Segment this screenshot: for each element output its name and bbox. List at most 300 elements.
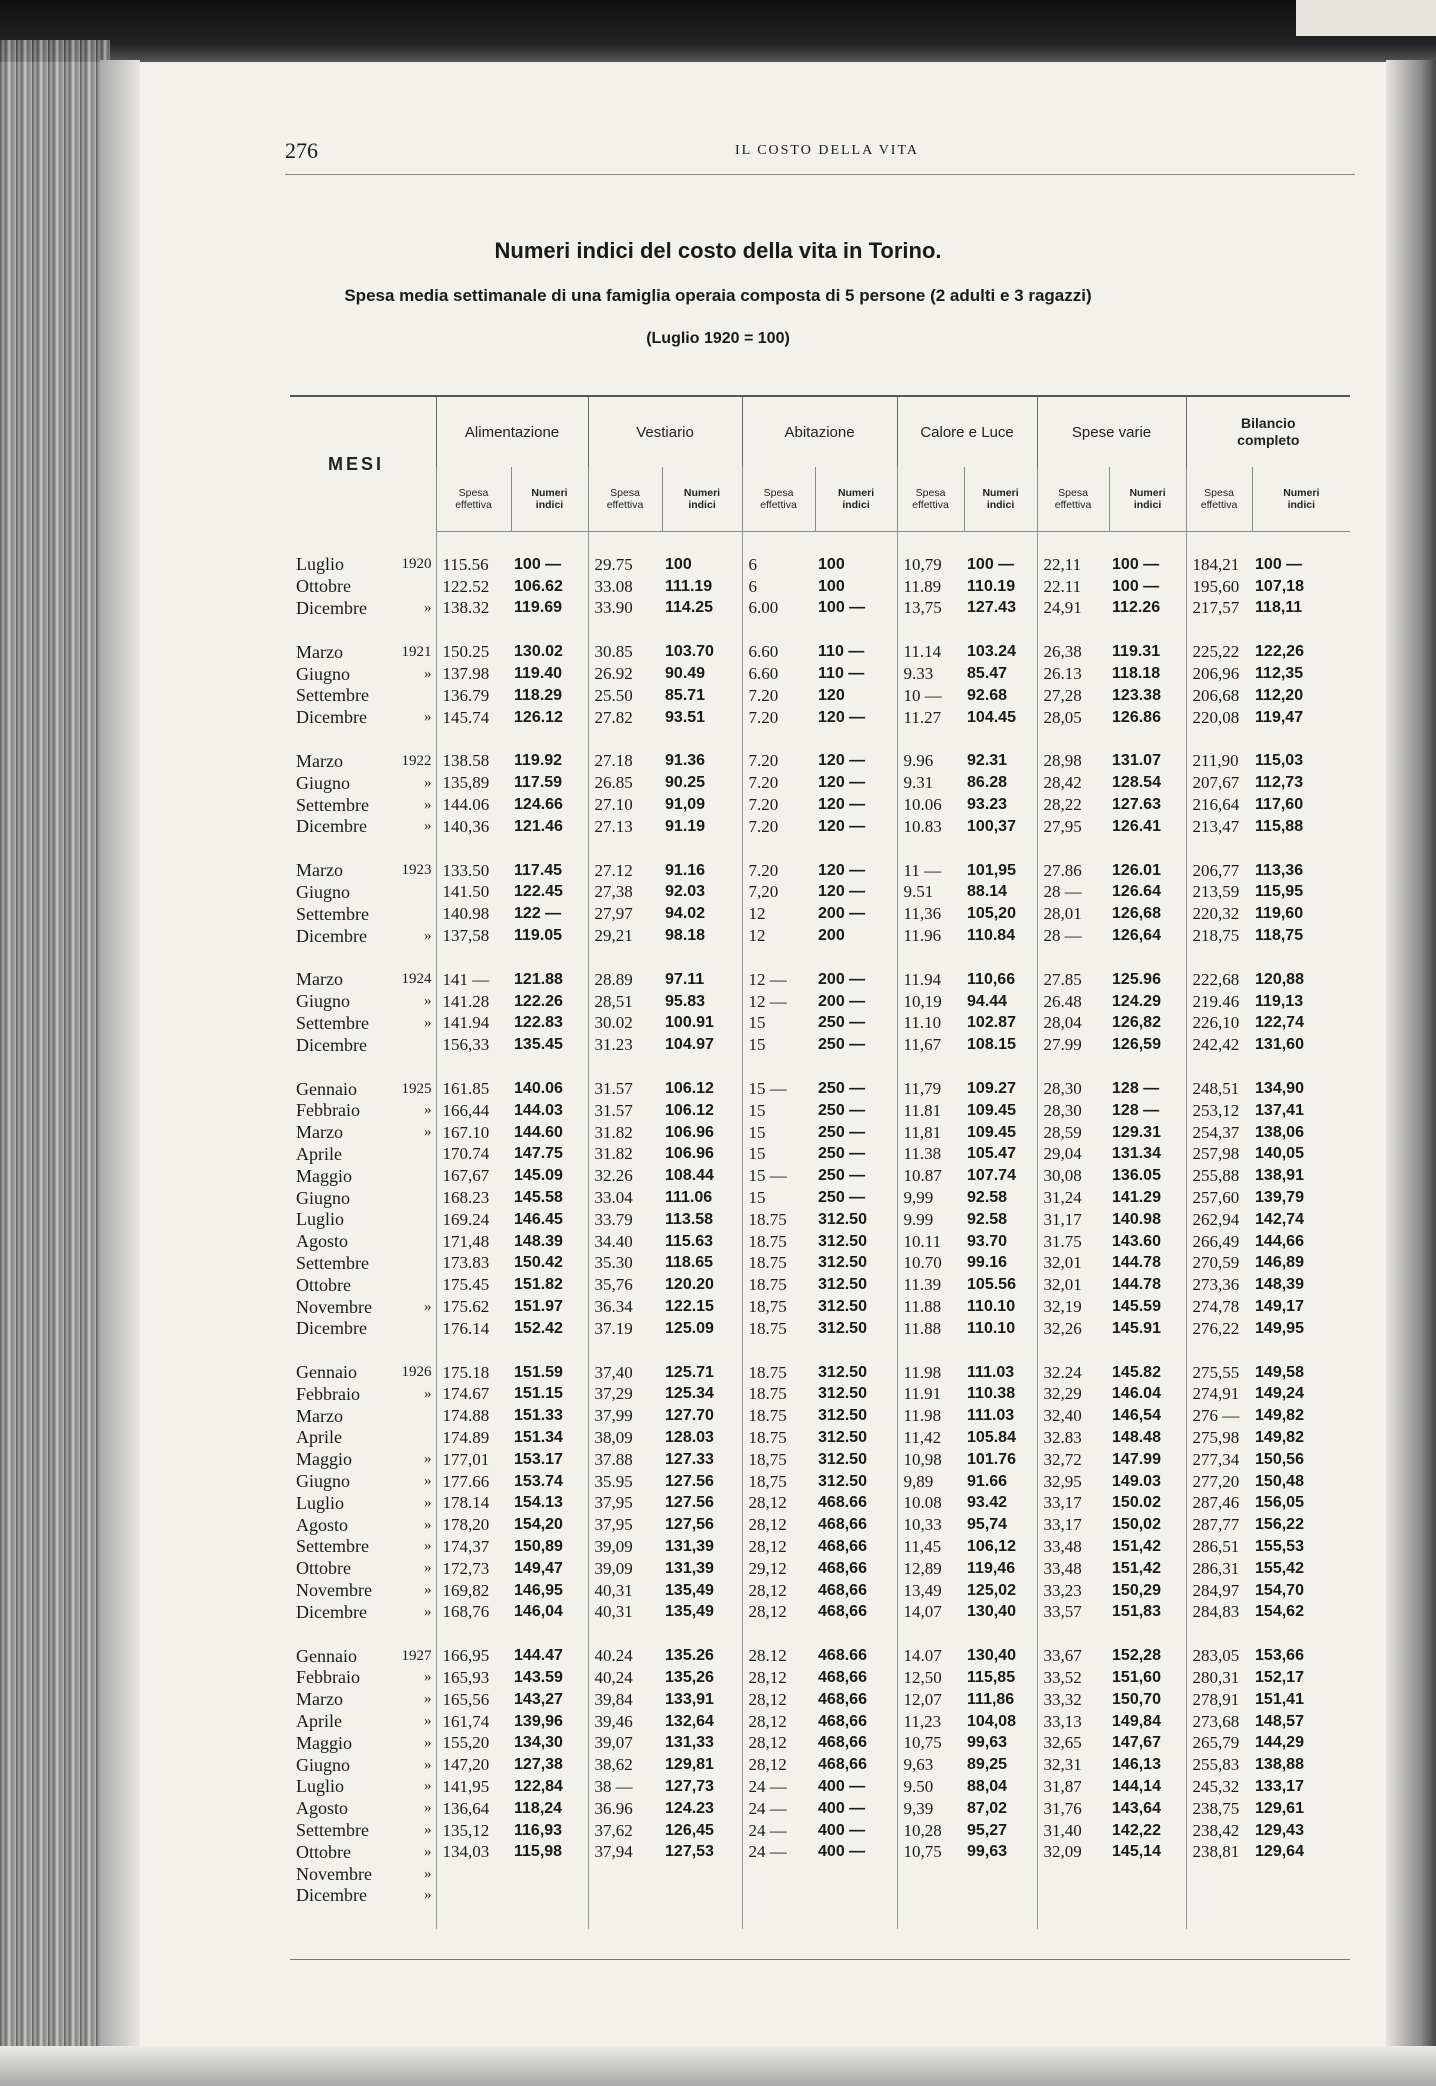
- spesa-cell: 166,44: [436, 1100, 511, 1122]
- spesa-cell: [1037, 1863, 1109, 1885]
- indice-cell: 102.87: [967, 1014, 1016, 1032]
- month-cell: Marzo: [296, 641, 343, 662]
- indice-cell: [511, 1863, 588, 1885]
- indice-cell: 93.51: [665, 708, 706, 726]
- spesa-cell: 22.11: [1037, 576, 1109, 598]
- spacer-row: [290, 1340, 1350, 1362]
- indice-cell: 135,49: [665, 1581, 714, 1599]
- spesa-cell: 11.98: [897, 1362, 964, 1384]
- month-cell: Dicembre: [296, 1601, 367, 1622]
- year-cell: »: [424, 599, 432, 616]
- table-row: [290, 1798, 1350, 1820]
- indice-cell: 119.31: [1112, 643, 1161, 661]
- indice-cell: 140,05: [1255, 1145, 1304, 1163]
- indice-cell: 143.60: [1112, 1232, 1161, 1250]
- spesa-cell: 161,74: [436, 1711, 511, 1733]
- spesa-cell: 40,31: [588, 1601, 662, 1623]
- indice-cell: 103.70: [665, 643, 714, 661]
- spesa-cell: 174.88: [436, 1405, 511, 1427]
- month-cell: Dicembre: [296, 1318, 367, 1339]
- table-row: [290, 1449, 1350, 1471]
- spesa-cell: 18.75: [742, 1318, 815, 1340]
- spesa-cell: [436, 1885, 511, 1907]
- indice-cell: 146.04: [1112, 1385, 1161, 1403]
- indice-cell: 151.82: [514, 1276, 563, 1294]
- spesa-cell: 150.25: [436, 641, 511, 663]
- group-spese-varie: Spese varie: [1037, 396, 1186, 467]
- spesa-cell: 165,93: [436, 1667, 511, 1689]
- indice-cell: 250 —: [818, 1167, 866, 1185]
- indice-cell: 100: [665, 555, 692, 573]
- bilancio-line2: completo: [1237, 432, 1300, 448]
- month-cell: Ottobre: [296, 1558, 351, 1579]
- spesa-cell: 176.14: [436, 1318, 511, 1340]
- spesa-cell: 141,95: [436, 1776, 511, 1798]
- spesa-cell: 38,09: [588, 1427, 662, 1449]
- spesa-cell: 10.70: [897, 1253, 964, 1275]
- year-cell: 1925: [401, 1080, 432, 1097]
- indice-cell: 150,29: [1112, 1581, 1161, 1599]
- indice-cell: 124.29: [1112, 992, 1161, 1010]
- indice-cell: 468,66: [818, 1690, 867, 1708]
- year-cell: [390, 1187, 436, 1209]
- spesa-cell: 7.20: [742, 794, 815, 816]
- spesa-cell: 155,20: [436, 1732, 511, 1754]
- spesa-cell: 39,84: [588, 1689, 662, 1711]
- year-cell: »: [424, 665, 432, 682]
- indice-cell: 149,82: [1255, 1407, 1304, 1425]
- indice-cell: 113,36: [1255, 861, 1304, 879]
- group-header-row: [290, 396, 1350, 467]
- indice-cell: 144.47: [514, 1647, 563, 1665]
- year-cell: »: [424, 1669, 432, 1686]
- indice-cell: 200 —: [818, 970, 866, 988]
- spesa-cell: 24 —: [742, 1841, 815, 1863]
- indice-cell: 468.66: [818, 1494, 867, 1512]
- indice-cell: 127.56: [665, 1472, 714, 1490]
- indice-cell: [662, 1885, 742, 1907]
- group-calore-luce: Calore e Luce: [897, 396, 1037, 467]
- spesa-cell: 156,33: [436, 1034, 511, 1056]
- month-cell: Dicembre: [296, 1885, 367, 1906]
- indice-cell: 125.96: [1112, 970, 1161, 988]
- spesa-cell: 177,01: [436, 1449, 511, 1471]
- indice-cell: 400 —: [818, 1821, 866, 1839]
- spesa-cell: 9.33: [897, 663, 964, 685]
- indice-cell: 150.42: [514, 1254, 563, 1272]
- spesa-cell: 9,89: [897, 1471, 964, 1493]
- spesa-cell: 207,67: [1186, 772, 1252, 794]
- spesa-cell: 238,42: [1186, 1820, 1252, 1842]
- spesa-cell: 255,88: [1186, 1165, 1252, 1187]
- indice-cell: 90.49: [665, 665, 706, 683]
- spesa-cell: 141.28: [436, 991, 511, 1013]
- spesa-cell: 27,28: [1037, 685, 1109, 707]
- indice-cell: 109.27: [967, 1080, 1016, 1098]
- spesa-cell: 167.10: [436, 1122, 511, 1144]
- spesa-cell: 31.82: [588, 1144, 662, 1166]
- indice-cell: 137,41: [1255, 1101, 1304, 1119]
- month-cell: Ottobre: [296, 576, 351, 597]
- indice-cell: 110,66: [967, 970, 1016, 988]
- spesa-cell: 22,11: [1037, 554, 1109, 576]
- spesa-cell: 37,94: [588, 1841, 662, 1863]
- indice-cell: 110.38: [967, 1385, 1016, 1403]
- spesa-cell: 6.00: [742, 598, 815, 620]
- spesa-cell: 15: [742, 1034, 815, 1056]
- year-cell: [390, 1318, 436, 1340]
- year-cell: »: [424, 796, 432, 813]
- spacer-row: [290, 1623, 1350, 1645]
- spesa-cell: 37,95: [588, 1514, 662, 1536]
- indice-cell: 140.06: [514, 1080, 563, 1098]
- indice-cell: 107,18: [1255, 577, 1304, 595]
- indice-cell: [964, 1863, 1037, 1885]
- table-row: [290, 1384, 1350, 1406]
- indice-cell: 119,47: [1255, 708, 1304, 726]
- indice-cell: 146.45: [514, 1210, 563, 1228]
- spesa-cell: 248,51: [1186, 1078, 1252, 1100]
- indice-cell: 93.42: [967, 1494, 1008, 1512]
- indice-cell: 144.78: [1112, 1254, 1161, 1272]
- indice-cell: 122.45: [514, 883, 563, 901]
- indice-cell: 92.03: [665, 883, 706, 901]
- indice-cell: 120.20: [665, 1276, 714, 1294]
- indice-cell: 111.03: [967, 1407, 1015, 1425]
- indice-cell: 128.03: [665, 1428, 714, 1446]
- scan-top-notch: [1296, 0, 1436, 36]
- year-cell: »: [424, 1778, 432, 1795]
- spesa-cell: 138.32: [436, 598, 511, 620]
- indice-cell: 92.31: [967, 752, 1008, 770]
- spesa-cell: 26,38: [1037, 641, 1109, 663]
- spesa-cell: 277,34: [1186, 1449, 1252, 1471]
- sub-header-numeri: [511, 467, 588, 532]
- indice-cell: 145.58: [514, 1189, 563, 1207]
- mesi-header: MESI: [290, 396, 436, 532]
- scan-right-edge: [1386, 60, 1436, 2086]
- spesa-cell: 18.75: [742, 1253, 815, 1275]
- indice-cell: 152,28: [1112, 1647, 1161, 1665]
- month-cell: Settembre: [296, 685, 369, 706]
- year-cell: »: [424, 1298, 432, 1315]
- year-cell: »: [424, 1102, 432, 1119]
- spesa-cell: 177.66: [436, 1471, 511, 1493]
- spesa-cell: 37.88: [588, 1449, 662, 1471]
- spesa-cell: 138.58: [436, 751, 511, 773]
- table-row: [290, 1231, 1350, 1253]
- table-row: [290, 1841, 1350, 1863]
- indice-cell: 148,57: [1255, 1712, 1304, 1730]
- spesa-cell: 32,01: [1037, 1253, 1109, 1275]
- numeri-line2: indici: [842, 499, 870, 511]
- indice-cell: 119.05: [514, 927, 563, 945]
- spesa-cell: 11.39: [897, 1274, 964, 1296]
- table-row: [290, 1558, 1350, 1580]
- indice-cell: 135.26: [665, 1647, 714, 1665]
- table-row: [290, 641, 1350, 663]
- year-cell: 1920: [401, 556, 432, 573]
- spesa-cell: 29,21: [588, 925, 662, 947]
- indice-cell: 151.97: [514, 1298, 563, 1315]
- spesa-cell: 33.79: [588, 1209, 662, 1231]
- indice-cell: 100 —: [967, 555, 1015, 573]
- spesa-cell: 137,58: [436, 925, 511, 947]
- indice-cell: 113.58: [665, 1210, 714, 1228]
- spesa-cell: 173.83: [436, 1253, 511, 1275]
- spesa-line1: Spesa: [1204, 487, 1234, 499]
- numeri-line2: indici: [535, 499, 564, 511]
- spesa-cell: 32,26: [1037, 1318, 1109, 1340]
- indice-cell: 106,12: [967, 1537, 1016, 1555]
- spesa-cell: 6: [742, 554, 815, 576]
- spesa-cell: 245,32: [1186, 1776, 1252, 1798]
- spesa-cell: 31,76: [1037, 1798, 1109, 1820]
- indice-cell: 90.25: [665, 774, 706, 792]
- cost-of-living-table: [290, 395, 1350, 1960]
- indice-cell: 118.18: [1112, 665, 1161, 683]
- spesa-cell: 174.67: [436, 1384, 511, 1406]
- spesa-cell: 15 —: [742, 1078, 815, 1100]
- table-row: [290, 1689, 1350, 1711]
- numeri-line1: Numeri: [1283, 487, 1320, 499]
- indice-cell: 150,89: [514, 1537, 563, 1555]
- spesa-cell: 195,60: [1186, 576, 1252, 598]
- spesa-cell: 15: [742, 1144, 815, 1166]
- spesa-cell: 33,52: [1037, 1667, 1109, 1689]
- spesa-cell: 9.51: [897, 882, 964, 904]
- indice-cell: 111.03: [967, 1363, 1015, 1381]
- data-table: [290, 395, 1350, 1929]
- spesa-cell: 11.81: [897, 1100, 964, 1122]
- indice-cell: 118,11: [1255, 599, 1303, 617]
- indice-cell: 100 —: [1255, 555, 1303, 573]
- indice-cell: 148.39: [514, 1232, 563, 1250]
- spesa-cell: 28,12: [742, 1492, 815, 1514]
- spesa-cell: 11.91: [897, 1384, 964, 1406]
- month-cell: Aprile: [296, 1427, 342, 1448]
- running-head: IL COSTO DELLA VITA: [735, 143, 920, 158]
- spesa-cell: 7.20: [742, 707, 815, 729]
- month-cell: Maggio: [296, 1165, 352, 1186]
- indice-cell: 122.15: [665, 1298, 714, 1315]
- spesa-cell: 9.31: [897, 772, 964, 794]
- month-cell: Marzo: [296, 1689, 343, 1710]
- spesa-cell: 7.20: [742, 772, 815, 794]
- sub-header-row: [290, 467, 1350, 532]
- spesa-cell: 12,07: [897, 1689, 964, 1711]
- year-cell: [390, 1209, 436, 1231]
- spesa-cell: 18,75: [742, 1296, 815, 1318]
- group-alimentazione: Alimentazione: [436, 396, 588, 467]
- year-cell: [390, 1034, 436, 1056]
- indice-cell: 119,13: [1255, 992, 1304, 1010]
- indice-cell: 117.59: [514, 774, 563, 792]
- indice-cell: 143.59: [514, 1668, 563, 1686]
- indice-cell: 129.31: [1112, 1123, 1161, 1141]
- table-subtitle: Spesa media settimanale di una famiglia operaia composta di 5 persone (2 adulti e 3 ragazzi): [344, 286, 1092, 305]
- indice-cell: 149,58: [1255, 1363, 1304, 1381]
- month-cell: Giugno: [296, 881, 350, 902]
- table-row: [290, 1144, 1350, 1166]
- spesa-cell: 276 —: [1186, 1405, 1252, 1427]
- spesa-cell: 206,77: [1186, 860, 1252, 882]
- indice-cell: 468,66: [818, 1516, 867, 1534]
- spesa-cell: 32,72: [1037, 1449, 1109, 1471]
- indice-cell: 150,48: [1255, 1472, 1304, 1490]
- year-cell: »: [424, 1124, 432, 1141]
- spesa-cell: 40,31: [588, 1580, 662, 1602]
- indice-cell: 100,37: [967, 817, 1016, 835]
- spesa-cell: [1186, 1885, 1252, 1907]
- indice-cell: 122.26: [514, 992, 563, 1010]
- spesa-line1: Spesa: [763, 487, 794, 499]
- indice-cell: 126,64: [1112, 927, 1161, 945]
- month-cell: Dicembre: [296, 925, 367, 946]
- indice-cell: 149,47: [514, 1559, 563, 1577]
- spesa-cell: 15 —: [742, 1165, 815, 1187]
- indice-cell: 95,74: [967, 1516, 1008, 1534]
- indice-cell: 105.84: [967, 1428, 1016, 1446]
- indice-cell: 91.19: [665, 817, 706, 835]
- indice-cell: 312.50: [818, 1407, 867, 1425]
- indice-cell: 147.75: [514, 1145, 563, 1163]
- spesa-cell: 219.46: [1186, 991, 1252, 1013]
- indice-cell: 152,17: [1255, 1668, 1304, 1686]
- spesa-cell: 37,99: [588, 1405, 662, 1427]
- month-cell: Settembre: [296, 1536, 369, 1557]
- table-row: [290, 554, 1350, 576]
- indice-cell: 93.23: [967, 796, 1008, 814]
- indice-cell: 131,39: [665, 1559, 714, 1577]
- spesa-cell: 11,79: [897, 1078, 964, 1100]
- indice-cell: 127.43: [967, 599, 1016, 617]
- indice-cell: 120 —: [818, 861, 866, 879]
- spesa-cell: 11.96: [897, 925, 964, 947]
- indice-cell: 129,64: [1255, 1843, 1304, 1861]
- month-cell: Giugno: [296, 1187, 350, 1208]
- spesa-cell: 30.02: [588, 1013, 662, 1035]
- spesa-cell: 10.06: [897, 794, 964, 816]
- spesa-cell: 274,78: [1186, 1296, 1252, 1318]
- spesa-cell: 32,09: [1037, 1841, 1109, 1863]
- spesa-cell: 10,33: [897, 1514, 964, 1536]
- indice-cell: 95.83: [665, 992, 706, 1010]
- indice-cell: 468,66: [818, 1668, 867, 1686]
- year-cell: »: [424, 1494, 432, 1511]
- spesa-cell: 33,32: [1037, 1689, 1109, 1711]
- spesa-cell: 32,19: [1037, 1296, 1109, 1318]
- table-row: [290, 925, 1350, 947]
- month-cell: Settembre: [296, 1012, 369, 1033]
- numeri-line1: Numeri: [837, 487, 875, 499]
- spesa-cell: 206,96: [1186, 663, 1252, 685]
- indice-cell: 138,88: [1255, 1756, 1304, 1774]
- spesa-cell: 37,95: [588, 1492, 662, 1514]
- spesa-cell: 28,12: [742, 1601, 815, 1623]
- spesa-cell: 10.83: [897, 816, 964, 838]
- indice-cell: 312.50: [818, 1363, 867, 1381]
- spesa-cell: 25.50: [588, 685, 662, 707]
- indice-cell: 119.40: [514, 665, 563, 683]
- indice-cell: 109.45: [967, 1101, 1016, 1119]
- indice-cell: 144,14: [1112, 1777, 1161, 1795]
- spesa-cell: 28 —: [1037, 925, 1109, 947]
- indice-cell: 130.02: [514, 643, 563, 661]
- spesa-cell: 14.07: [897, 1645, 964, 1667]
- indice-cell: 95,27: [967, 1821, 1008, 1839]
- indice-cell: 400 —: [818, 1777, 866, 1795]
- indice-cell: 126.41: [1112, 817, 1161, 835]
- spesa-cell: 283,05: [1186, 1645, 1252, 1667]
- table-title: Numeri indici del costo della vita in Torino.: [494, 238, 942, 263]
- spesa-cell: 33,48: [1037, 1558, 1109, 1580]
- indice-cell: 128.54: [1112, 774, 1161, 792]
- year-cell: »: [424, 1887, 432, 1904]
- month-cell: Settembre: [296, 1252, 369, 1273]
- spesa-cell: 18.75: [742, 1274, 815, 1296]
- spesa-cell: 168,76: [436, 1601, 511, 1623]
- year-cell: »: [424, 1473, 432, 1490]
- indice-cell: 126.12: [514, 708, 563, 726]
- spesa-cell: 28,98: [1037, 751, 1109, 773]
- indice-cell: 312.50: [818, 1385, 867, 1403]
- spesa-cell: 32,95: [1037, 1471, 1109, 1493]
- month-cell: Marzo: [296, 860, 343, 881]
- month-cell: Giugno: [296, 772, 350, 793]
- indice-cell: 134,90: [1255, 1080, 1304, 1098]
- indice-cell: 153.74: [514, 1472, 563, 1490]
- indice-cell: 139,96: [514, 1712, 563, 1730]
- month-cell: Gennaio: [296, 1078, 357, 1099]
- spesa-cell: 287,46: [1186, 1492, 1252, 1514]
- spesa-cell: 28,30: [1037, 1100, 1109, 1122]
- spesa-cell: 184,21: [1186, 554, 1252, 576]
- spesa-cell: 26.92: [588, 663, 662, 685]
- indice-cell: 104,08: [967, 1712, 1016, 1730]
- spesa-cell: 40,24: [588, 1667, 662, 1689]
- spesa-cell: 171,48: [436, 1231, 511, 1253]
- indice-cell: 151,42: [1112, 1537, 1161, 1555]
- indice-cell: 468,66: [818, 1756, 867, 1774]
- year-cell: »: [424, 1451, 432, 1468]
- indice-cell: 138,06: [1255, 1123, 1304, 1141]
- indice-cell: 131,33: [665, 1734, 714, 1752]
- spesa-cell: 32,29: [1037, 1384, 1109, 1406]
- indice-cell: 250 —: [818, 1036, 866, 1054]
- spesa-cell: 28 —: [1037, 882, 1109, 904]
- indice-cell: 100 —: [1112, 577, 1160, 595]
- spesa-cell: 286,51: [1186, 1536, 1252, 1558]
- spesa-cell: 9.96: [897, 751, 964, 773]
- indice-cell: 107.74: [967, 1167, 1016, 1185]
- sub-header-spesa: [588, 467, 662, 532]
- table-row: [290, 1122, 1350, 1144]
- month-cell: Marzo: [296, 1122, 343, 1143]
- table-row: [290, 1863, 1350, 1885]
- indice-cell: 119.92: [514, 752, 563, 770]
- indice-cell: 151,42: [1112, 1559, 1161, 1577]
- spesa-cell: 36.34: [588, 1296, 662, 1318]
- indice-cell: 94.44: [967, 992, 1008, 1010]
- indice-cell: 131.07: [1112, 752, 1161, 770]
- indice-cell: 100 —: [514, 555, 562, 573]
- indice-cell: 112,35: [1255, 665, 1304, 683]
- table-row: [290, 1427, 1350, 1449]
- indice-cell: 110 —: [818, 643, 865, 661]
- spesa-cell: 33,48: [1037, 1536, 1109, 1558]
- sub-header-spesa: [1037, 467, 1109, 532]
